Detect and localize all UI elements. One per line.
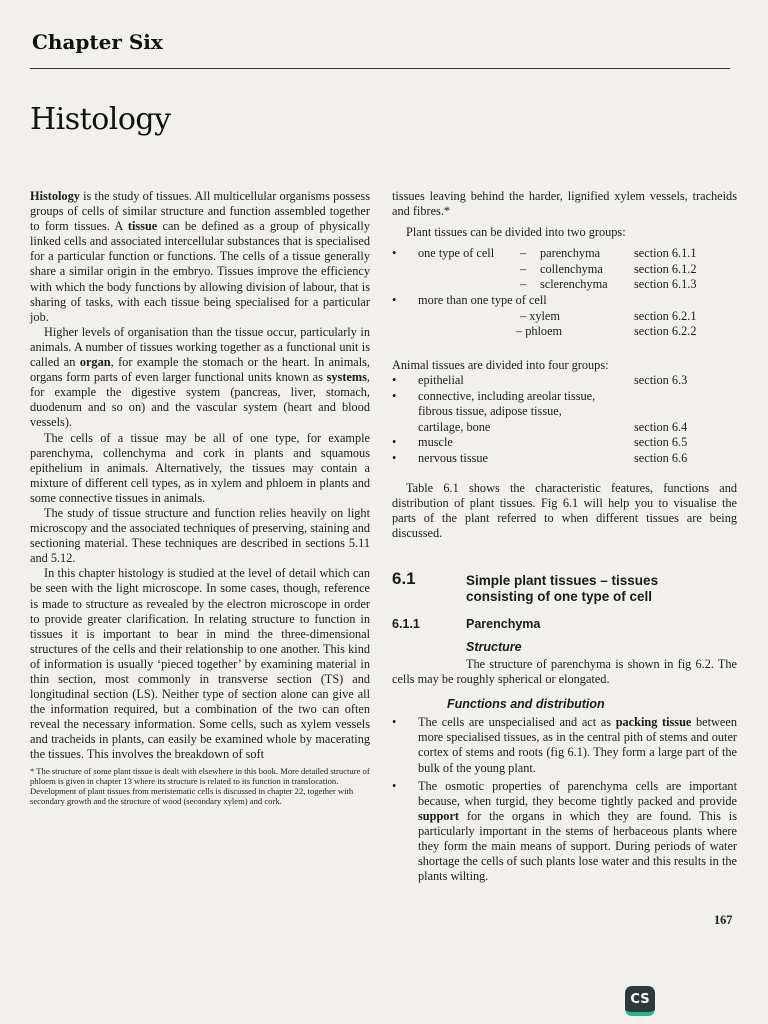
plant-tissue-list bbox=[392, 246, 737, 340]
camscanner-badge-icon: CS bbox=[625, 986, 655, 1016]
section-title: Simple plant tissues – tissues consisting of one type of cell bbox=[466, 572, 659, 604]
tissue-name: nervous tissue bbox=[418, 450, 489, 465]
tissue-name: epithelial bbox=[418, 372, 464, 387]
section-ref: section 6.1.1 bbox=[634, 246, 697, 261]
subsection-title: Parenchyma bbox=[466, 616, 541, 631]
bullet-icon: • bbox=[392, 435, 397, 450]
left-column bbox=[30, 189, 370, 806]
list-item bbox=[392, 309, 737, 325]
bullet-icon: • bbox=[392, 715, 397, 730]
text: for the organs in which they are found. This is particularly important in the stems of herbaceous plants where they form the main means of support. During periods of water shortage the cells of such plants lose water and this results in the plants wilting. bbox=[418, 808, 737, 884]
tissue-name: – xylem bbox=[520, 308, 560, 323]
footnote: * The structure of some plant tissue is dealt with elsewhere in this book. More detailed structure of phloem is given in chapter 13 where its structure is related to its function in translocation. Development of plant tissues from meristematic cells is discussed in chapter 22, together with secondary growth and the structure of wood (secondary xylem) and cork. bbox=[30, 765, 370, 807]
animal-tissue-list bbox=[392, 373, 737, 467]
bullet-icon: • bbox=[392, 778, 397, 793]
text: can be defined as a group of physically linked cells and associated intercellular substances that is specialised for a particular function or functions. The cells of a tissue generally share a similar origin in the embryo. Tissues improve the efficiency with which the body functions by allowing division of labour, that is sharing of tasks, with each tissue being specialised for a particular job. bbox=[30, 219, 370, 324]
list-item bbox=[392, 715, 737, 775]
paragraph-structure: The structure of parenchyma is shown in fig 6.2. The cells may be roughly spherical or elongated. bbox=[392, 656, 737, 687]
text: , for example the digestive system (pancreas, liver, stomach, duodenum and so on) and the vascular system (heart and blood vessels). bbox=[30, 370, 370, 430]
bullet-icon: • bbox=[392, 450, 397, 465]
section-ref: section 6.3 bbox=[634, 372, 688, 387]
tissue-name: sclerenchyma bbox=[540, 277, 608, 292]
term-systems: systems bbox=[326, 370, 367, 385]
subsection-heading bbox=[392, 617, 737, 637]
text: The osmotic properties of parenchyma cells are important because, when turgid, they become tightly packed and provide bbox=[418, 778, 737, 808]
chapter-label: Chapter Six bbox=[32, 30, 163, 54]
plant-intro: Plant tissues can be divided into two groups: bbox=[406, 225, 626, 240]
section-ref: section 6.1.3 bbox=[634, 277, 697, 292]
right-column bbox=[392, 189, 737, 884]
tissue-name: connective, including areolar tissue, bbox=[418, 388, 596, 403]
section-heading bbox=[392, 568, 737, 607]
functions-heading: Functions and distribution bbox=[447, 697, 605, 712]
list-item bbox=[392, 293, 737, 309]
paragraph-histology-intro bbox=[30, 189, 370, 325]
paragraph-chapter-scope: In this chapter histology is studied at the level of detail which can be seen with the light microscope. In some cases, though, reference is made to structure as revealed by the electron microscope in order to provide greater clarification. In relating structure to function in tissues it is important to bear in mind the three-dimensional structures of the cells and their relationship to one another. This kind of information is usually ‘pieced together’ by examining material in thin section, most commonly in transverse section (TS) and longitudinal section (LS). Neither type of section alone can give all the information required, but a combination of the two can often reveal the necessary information. Some cells, such as xylem vessels and tracheids in plants, can easily be examined whole by macerating the tissues. This involves the breakdown of soft bbox=[30, 566, 370, 762]
text: , for example the stomach or the heart. In animals, organs form parts of even larger functional units known as bbox=[30, 355, 370, 385]
tissue-name: cartilage, bone bbox=[418, 419, 491, 434]
group-label: more than one type of cell bbox=[418, 293, 547, 308]
list-item bbox=[392, 779, 737, 885]
list-item bbox=[392, 389, 737, 405]
term-packing-tissue: packing tissue bbox=[615, 715, 692, 730]
term-tissue: tissue bbox=[127, 219, 158, 234]
bullet-icon: • bbox=[392, 293, 397, 308]
tissue-name: – phloem bbox=[516, 324, 563, 339]
section-ref: section 6.5 bbox=[634, 435, 688, 450]
list-item bbox=[392, 246, 737, 262]
paragraph-continued: tissues leaving behind the harder, lignified xylem vessels, tracheids and fibres.* bbox=[392, 189, 737, 219]
text: is the study of tissues. All multicellular organisms possess groups of cells of similar structure and function assembled together to form tissues. A bbox=[30, 189, 370, 234]
group-label: one type of cell bbox=[418, 246, 495, 261]
tissue-name: fibrous tissue, adipose tissue, bbox=[418, 404, 562, 419]
section-ref: section 6.2.2 bbox=[634, 324, 697, 339]
list-item bbox=[392, 435, 737, 451]
section-ref: section 6.2.1 bbox=[634, 308, 697, 323]
tissue-name: muscle bbox=[418, 435, 453, 450]
term-organ: organ bbox=[79, 355, 111, 370]
text: The cells are unspecialised and act as bbox=[418, 715, 616, 730]
section-number: 6.1 bbox=[392, 568, 416, 588]
list-item bbox=[392, 420, 737, 436]
paragraph-microscopy: The study of tissue structure and function relies heavily on light microscopy and the associated techniques of preserving, staining and sectioning material. These techniques are described in sections 5.11 and 5.12. bbox=[30, 505, 370, 566]
paragraph-cell-types: The cells of a tissue may be all of one type, for example parenchyma, collenchyma and cork in plants and squamous epithelium in animals. Alternatively, the tissues may contain a mixture of different cell types, as in xylem and phloem in plants and some connective tissues in animals. bbox=[30, 430, 370, 505]
list-item bbox=[392, 373, 737, 389]
structure-heading: Structure bbox=[466, 639, 522, 654]
list-item bbox=[392, 404, 737, 420]
bullet-icon: • bbox=[392, 246, 397, 261]
list-item bbox=[392, 262, 737, 278]
term-histology: Histology bbox=[30, 189, 80, 203]
dash: – bbox=[520, 246, 527, 261]
term-support: support bbox=[418, 808, 460, 823]
paragraph-organisation bbox=[30, 325, 370, 431]
subsection-number: 6.1.1 bbox=[392, 616, 420, 631]
bullet-icon: • bbox=[392, 372, 397, 387]
dash: – bbox=[520, 261, 527, 276]
page-title: Histology bbox=[30, 102, 171, 137]
text: between more specialised tissues, as in the central pith of stems and outer cortex of stems and roots (fig 6.1). They form a large part of the bulk of the young plant. bbox=[418, 715, 737, 775]
list-item bbox=[392, 324, 737, 340]
tissue-name: collenchyma bbox=[540, 261, 603, 276]
section-ref: section 6.4 bbox=[634, 419, 688, 434]
text: Higher levels of organisation than the tissue occur, particularly in animals. A number of tissues working together as a functional unit is called an bbox=[30, 324, 370, 370]
list-item bbox=[392, 277, 737, 293]
tissue-name: parenchyma bbox=[540, 246, 601, 261]
animal-intro: Animal tissues are divided into four groups: bbox=[392, 357, 609, 372]
header-rule bbox=[30, 68, 730, 69]
list-item bbox=[392, 451, 737, 467]
section-ref: section 6.6 bbox=[634, 450, 688, 465]
dash: – bbox=[520, 277, 527, 292]
bullet-icon: • bbox=[392, 388, 397, 403]
section-ref: section 6.1.2 bbox=[634, 261, 697, 276]
page-number: 167 bbox=[714, 913, 733, 927]
paragraph-table-ref: Table 6.1 shows the characteristic features, functions and distribution of plant tissues. Fig 6.1 will help you to visualise the parts of the plant referred to when different tissues are being discussed. bbox=[392, 480, 737, 540]
